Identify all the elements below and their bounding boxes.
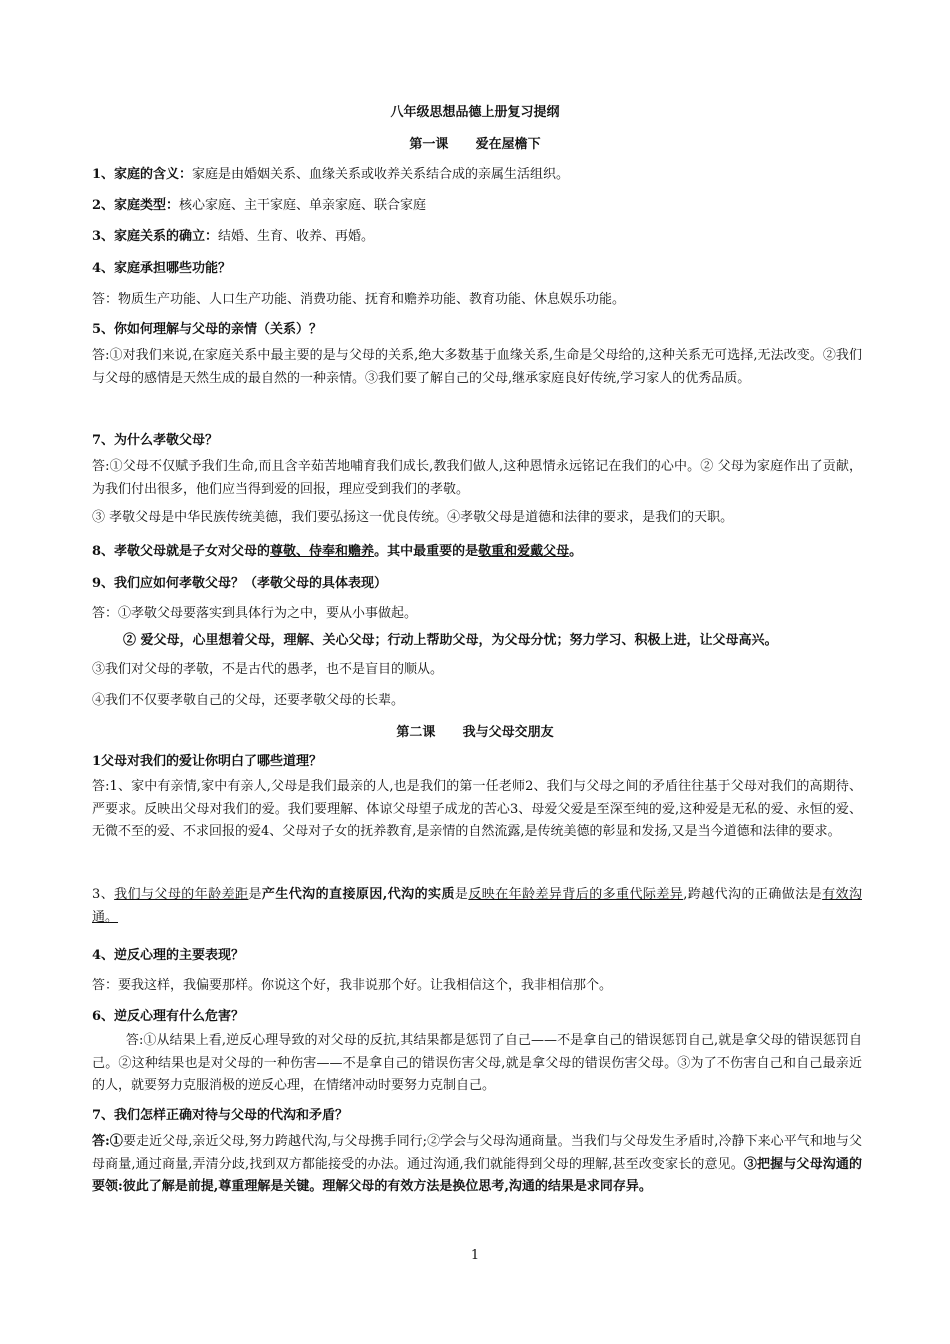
lesson1-answer-7-part1: 答:①父母不仅赋予我们生命,而且含辛茹苦地哺育我们成长,教我们做人,这种恩情永远铭记在我们的心中。② 父母为家庭作出了贡献，为我们付出很多，他们应当得到爱的回报，理应受到我们的孝敬。 — [92, 459, 862, 497]
bold-answer-text: ③把握与父母沟通的要领:彼此了解是前提,尊重理解是关键。理解父母的有效方法是换位思考,沟通的结果是求同存异。 — [92, 1156, 862, 1194]
lesson2-question-7: 7、我们怎样正确对待与父母的代沟和矛盾？ — [92, 1108, 349, 1123]
lesson1-item-3 — [92, 225, 374, 244]
lesson2-answer-7 — [92, 1131, 862, 1199]
item-label: 2、家庭类型： — [92, 198, 180, 213]
point-text: 是 — [454, 887, 469, 902]
page-number: 1 — [470, 1248, 480, 1263]
point-text: 8、孝敬父母就是子女对父母的 — [92, 544, 271, 559]
lesson2-question-4: 4、逆反心理的主要表现？ — [92, 948, 245, 963]
point-text: 。其中最重要的是 — [374, 544, 479, 559]
lesson1-question-5: 5、你如何理解与父母的亲情（关系）？ — [92, 322, 323, 337]
lesson2-answer-1: 答:1、家中有亲情,家中有亲人,父母是我们最亲的人,也是我们的第一任老师2、我们与父母之间的矛盾往往基于父母对我们的高期待、严要求。反映出父母对我们的爱。我们要理解、体谅父母望子成龙的苦心3、母爱父爱是至深至纯的爱,这种爱是无私的爱、永恒的爱、无微不至的爱、不求回报的爱4、父母对子女的抚养教育,是亲情的自然流露,是传统美德的彰显和发扬,又是当今道德和法律的要求。 — [92, 779, 862, 839]
point-text: 。 — [569, 544, 583, 559]
point-text: 是 — [248, 887, 262, 902]
bold-key-phrase: 产生代沟的直接原因 — [261, 887, 383, 902]
underlined-key-phrase: 有效沟通。 — [92, 887, 862, 925]
lesson1-answer-9-part2: ② 爱父母，心里想着父母，理解、关心父母；行动上帮助父母，为父母分忧；努力学习、积极上进，让父母高兴。 — [123, 633, 778, 648]
lesson2-question-1: 1父母对我们的爱让你明白了哪些道理？ — [92, 754, 323, 769]
document-title: 八年级思想品德上册复习提纲 — [390, 105, 560, 120]
lesson1-answer-9-part1: 答：①孝敬父母要落实到具体行为之中，要从小事做起。 — [92, 606, 418, 621]
bold-key-phrase: 代沟的实质 — [387, 887, 455, 902]
lesson1-question-7: 7、为什么孝敬父母？ — [92, 433, 219, 448]
lesson1-item-1 — [92, 163, 569, 182]
lesson1-answer-9-part3: ③我们对父母的孝敬，不是古代的愚孝，也不是盲目的顺从。 — [92, 662, 444, 677]
lesson1-answer-9-part4: ④我们不仅要孝敬自己的父母，还要孝敬父母的长辈。 — [92, 693, 405, 708]
answer-prefix: 答:① — [92, 1134, 123, 1149]
underlined-key-phrase: 我们与父母的年龄差距 — [114, 887, 249, 902]
item-text: 家庭是由婚姻关系、血缘关系或收养关系结合成的亲属生活组织。 — [192, 167, 570, 182]
item-text: 结婚、生育、收养、再婚。 — [218, 229, 375, 244]
underlined-key-phrase: 尊敬、侍奉和赡养 — [270, 544, 375, 559]
underlined-key-phrase: 敬重和爱戴父母 — [478, 544, 570, 559]
lesson1-heading: 第一课 爱在屋檐下 — [409, 137, 541, 152]
item-label: 1、家庭的含义： — [92, 167, 193, 182]
lesson1-answer-4: 答：物质生产功能、人口生产功能、消费功能、抚育和赡养功能、教育功能、休息娱乐功能。 — [92, 292, 626, 307]
point-text: ,跨越代沟的正确做法是 — [683, 887, 823, 902]
lesson2-heading: 第二课 我与父母交朋友 — [396, 725, 554, 740]
point-text: , — [382, 887, 388, 902]
item-label: 3、家庭关系的确立： — [92, 229, 219, 244]
point-text: 3、 — [92, 887, 115, 902]
lesson1-point-8 — [92, 540, 582, 559]
lesson2-answer-4: 答：要我这样，我偏要那样。你说这个好，我非说那个好。让我相信这个，我非相信那个。 — [92, 978, 613, 993]
item-text: 核心家庭、主干家庭、单亲家庭、联合家庭 — [179, 198, 427, 213]
lesson2-point-3 — [92, 884, 862, 929]
lesson1-answer-7-part2: ③ 孝敬父母是中华民族传统美德，我们要弘扬这一优良传统。④孝敬父母是道德和法律的要求，是我们的天职。 — [92, 510, 734, 525]
lesson1-item-2 — [92, 194, 426, 213]
answer-text: 答:①从结果上看,逆反心理导致的对父母的反抗,其结果都是惩罚了自己——不是拿自己的错误惩罚自己,就是拿父母的错误惩罚自己。②这种结果也是对父母的一种伤害——不是拿自己的错误伤害父母,就是拿父母的错误伤害父母。③为了不伤害自己和自己最亲近的人，就要努力克服消极的逆反心理，在情绪冲动时要努力克制自己。 — [92, 1033, 862, 1093]
lesson2-answer-6 — [92, 1030, 862, 1098]
lesson1-question-4: 4、家庭承担哪些功能？ — [92, 261, 232, 276]
underlined-key-phrase: 反映在年龄差异背后的多重代际差异 — [468, 887, 684, 902]
lesson1-question-9: 9、我们应如何孝敬父母？（孝敬父母的具体表现） — [92, 576, 388, 591]
lesson1-answer-5: 答:①对我们来说,在家庭关系中最主要的是与父母的关系,绝大多数基于血缘关系,生命是父母给的,这种关系无可选择,无法改变。②我们与父母的感情是天然生成的最自然的一种亲情。③我们要了解自己的父母,继承家庭良好传统,学习家人的优秀品质。 — [92, 348, 862, 386]
lesson2-question-6: 6、逆反心理有什么危害？ — [92, 1009, 245, 1024]
answer-text: 要走近父母,亲近父母,努力跨越代沟,与父母携手同行;②学会与父母沟通商量。当我们与父母发生矛盾时,冷静下来心平气和地与父母商量,通过商量,弄清分歧,找到双方都能接受的办法。通过沟通,我们就能得到父母的理解,甚至改变家长的意见。 — [92, 1134, 862, 1172]
